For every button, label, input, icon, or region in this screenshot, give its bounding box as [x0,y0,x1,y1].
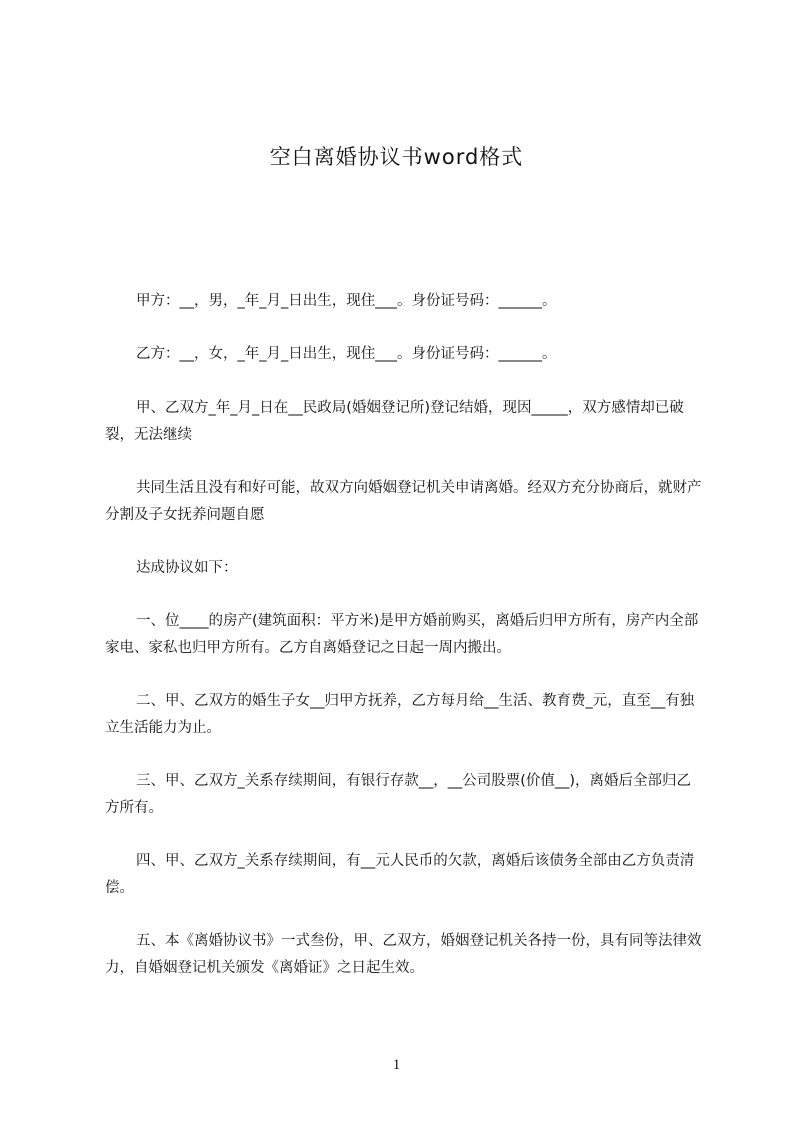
document-title: 空白离婚协议书word格式 [269,145,524,169]
party-b-info: 乙方：__，女，_年_月_日出生，现住___。身份证号码：______。 [136,346,557,362]
clause-savings-stocks: 三、甲、乙双方_关系存续期间，有银行存款__，__公司股票(价值__)，离婚后全部归乙方所有。 [105,773,692,816]
divorce-application-paragraph: 共同生活且没有和好可能，故双方向婚姻登记机关申请离婚。经双方充分协商后，就财产分割及子女抚养问题自愿 [105,480,702,523]
clause-property: 一、位____的房产(建筑面积：平方米)是甲方婚前购买，离婚后归甲方所有，房产内全部家电、家私也归甲方所有。乙方自离婚登记之日起一周内搬出。 [105,613,699,656]
clause-debts: 四、甲、乙双方_关系存续期间，有__元人民币的欠款，离婚后该债务全部由乙方负责清偿。 [105,853,695,896]
agreement-intro-paragraph: 达成协议如下： [136,560,238,576]
marriage-background-paragraph: 甲、乙双方_年_月_日在__民政局(婚姻登记所)登记结婚，现因_____，双方感情却已破裂，无法继续 [105,400,684,443]
clause-copies-effect: 五、本《离婚协议书》一式叁份，甲、乙双方，婚姻登记机关各持一份，具有同等法律效力，自婚姻登记机关颁发《离婚证》之日起生效。 [105,933,702,976]
clause-child-custody: 二、甲、乙双方的婚生子女__归甲方抚养，乙方每月给__生活、教育费_元，直至__有独立生活能力为止。 [105,693,695,736]
page-number: 1 [392,1057,401,1073]
party-a-info: 甲方：__，男，_年_月_日出生，现住___。身份证号码：______。 [136,293,557,309]
